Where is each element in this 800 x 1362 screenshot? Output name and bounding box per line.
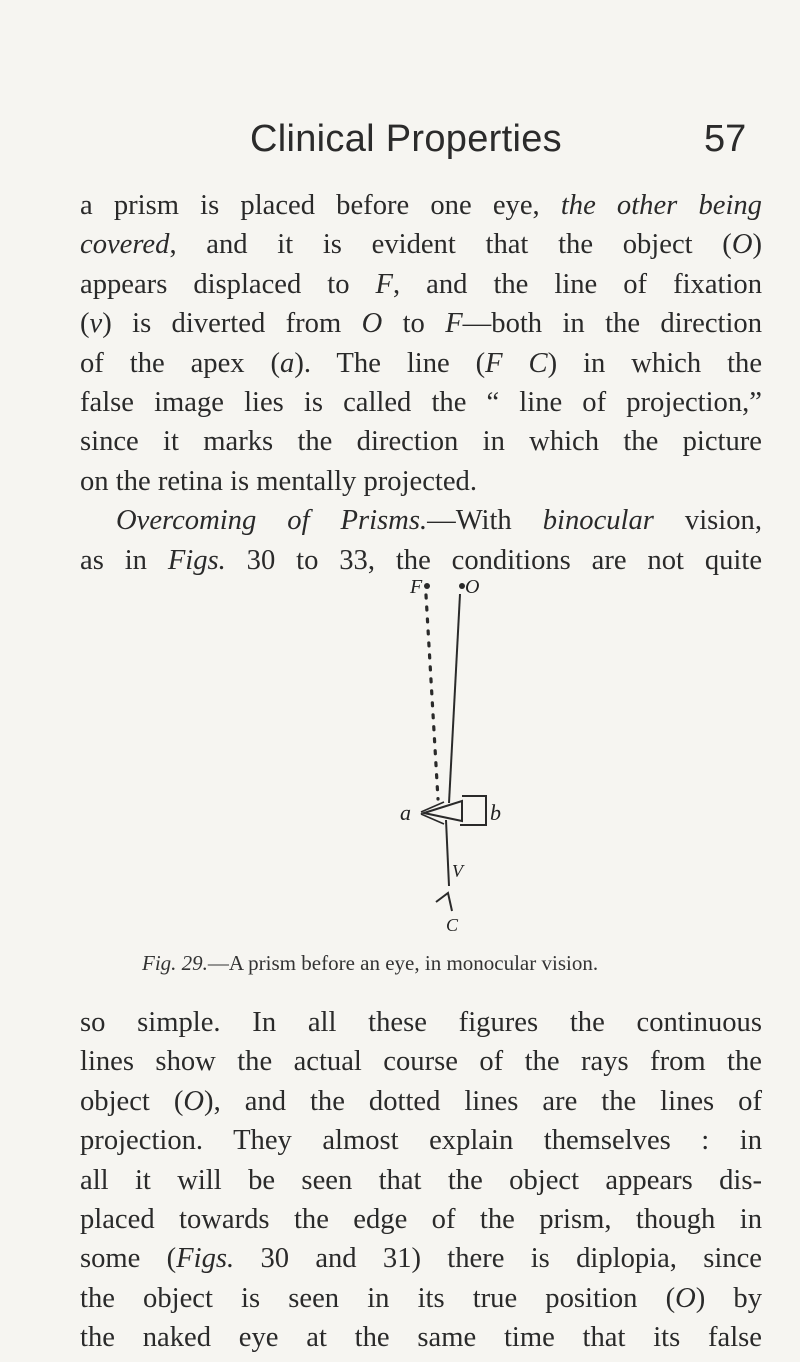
text-line: object (O), and the dotted lines are the lines of bbox=[80, 1085, 762, 1117]
text-line: of the apex (a). The line (F C) in which the bbox=[80, 347, 763, 379]
text-line: projection. They almost explain themselves : in bbox=[80, 1125, 762, 1157]
eye-mark bbox=[436, 893, 452, 911]
text-line: all it will be seen that the object appears dis- bbox=[80, 1164, 762, 1196]
label-b: b bbox=[490, 800, 501, 825]
ray-prism-to-eye bbox=[446, 820, 449, 886]
figure-29-diagram bbox=[0, 575, 800, 950]
page-number: 57 bbox=[704, 118, 747, 160]
text-line: placed towards the edge of the prism, though in bbox=[80, 1204, 762, 1236]
label-F: F bbox=[410, 576, 423, 598]
text-line: some (Figs. 30 and 31) there is diplopia, since bbox=[80, 1243, 762, 1275]
prism-base bbox=[460, 796, 486, 825]
text-line: false image lies is called the “ line of projection,” bbox=[80, 387, 762, 419]
label-O: O bbox=[465, 576, 480, 598]
text-line: Overcoming of Prisms.—With binocular vision, bbox=[116, 505, 762, 537]
text-line: since it marks the direction in which the picture bbox=[80, 426, 762, 458]
projection-dotted-line bbox=[426, 595, 438, 799]
caption-label: Fig. 29. bbox=[142, 951, 208, 975]
page-header bbox=[0, 118, 800, 178]
text-line: (v) is diverted from O to F—both in the direction bbox=[80, 308, 762, 340]
caption-text: —A prism before an eye, in monocular vision. bbox=[207, 951, 599, 975]
text-line: lines show the actual course of the rays from the bbox=[80, 1046, 762, 1078]
text-line: the naked eye at the same time that its false bbox=[80, 1322, 762, 1354]
ray-object-to-prism bbox=[449, 594, 460, 803]
label-c: C bbox=[446, 915, 459, 935]
body-text-bottom bbox=[80, 1003, 762, 1358]
text-line: as in Figs. 30 to 33, the conditions are not quite bbox=[80, 544, 763, 576]
text-line: so simple. In all these figures the continuous bbox=[80, 1007, 762, 1038]
text-line: on the retina is mentally projected. bbox=[80, 465, 478, 497]
text-line: the object is seen in its true position (O) by bbox=[80, 1282, 762, 1314]
running-head: Clinical Properties bbox=[250, 118, 562, 160]
body-text-top bbox=[80, 186, 762, 580]
text-line: appears displaced to F, and the line of fixation bbox=[80, 268, 763, 300]
text-line: a prism is placed before one eye, the other being bbox=[80, 190, 762, 221]
figure-caption bbox=[142, 951, 598, 976]
label-a: a bbox=[400, 800, 411, 825]
text-line: covered, and it is evident that the object (O) bbox=[80, 229, 762, 261]
point-F bbox=[424, 583, 430, 589]
label-v: V bbox=[452, 861, 463, 881]
